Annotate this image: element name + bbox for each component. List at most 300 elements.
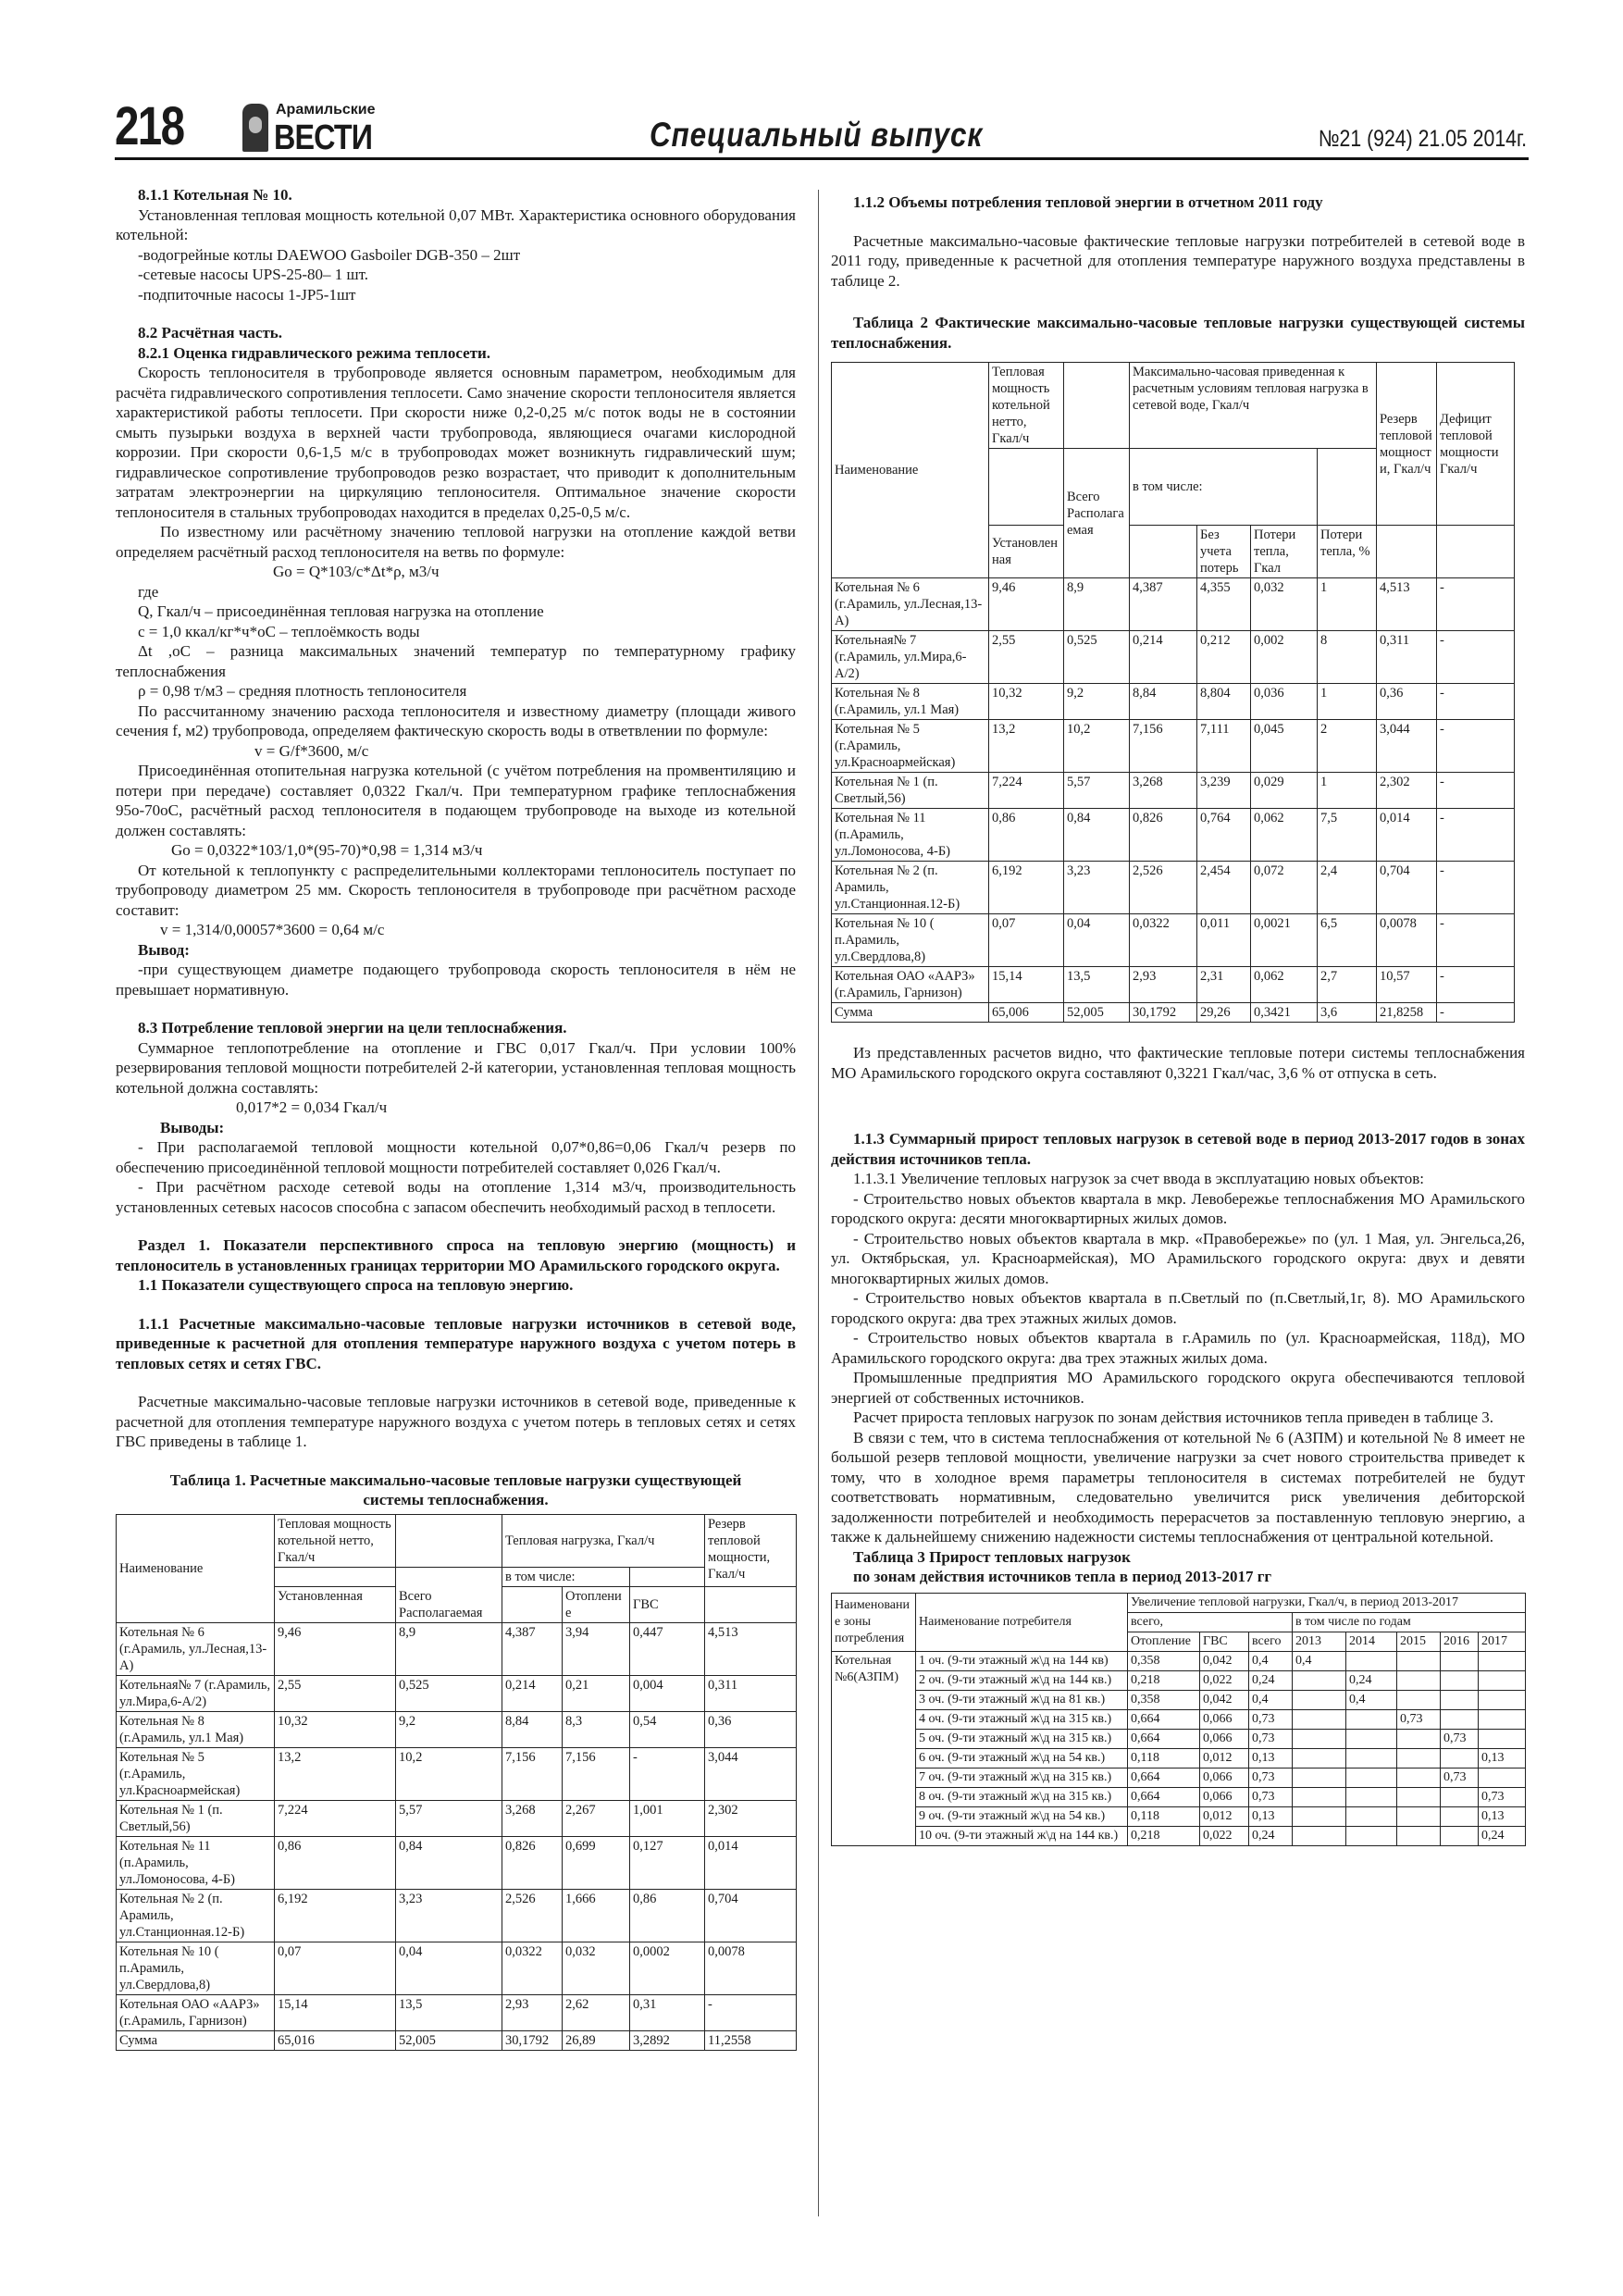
value-cell: 0,358 (1128, 1690, 1200, 1709)
table-row (832, 1670, 1526, 1690)
value-cell: - (705, 1994, 797, 2030)
paragraph: Присоединённая отопительная нагрузка котельной (с учётом потребления на промвентиляцию и потери при передаче) составляет 0,0322 Гкал/ч. При температурном графике теплоснабжения 95о-70оС, расчётный расход теплоносителя в подающем трубопроводе на выходе из котельной должен составлять: (116, 762, 796, 839)
header-year: 2016 (1441, 1632, 1479, 1651)
consumer-cell: 4 оч. (9-ти этажный ж\д на 315 кв.) (916, 1709, 1128, 1729)
value-cell: 0,73 (1249, 1709, 1293, 1729)
value-cell (1479, 1651, 1526, 1670)
logo-big-text: ВЕСТИ (274, 118, 373, 157)
value-cell: 0,029 (1251, 773, 1318, 809)
section-heading: 8.2.1 Оценка гидравлического режима теплосети. (138, 343, 491, 362)
value-cell: 8 (1318, 631, 1377, 684)
value-cell (1397, 1670, 1441, 1690)
value-cell: 0,826 (502, 1836, 563, 1889)
table-caption: Таблица 3 Прирост тепловых нагрузок (853, 1547, 1131, 1566)
value-cell (1479, 1709, 1526, 1729)
header-divider (115, 157, 1529, 160)
value-cell: 4,387 (1130, 578, 1197, 631)
header-power: Тепловая мощность котельной нетто, Гкал/ч (275, 1514, 396, 1567)
table-row (832, 773, 1515, 809)
left-column (116, 185, 796, 2051)
value-cell: 2,93 (1130, 967, 1197, 1003)
paragraph: Суммарное теплопотребление на отопление и ГВС 0,017 Гкал/ч. При условии 100% резервирования тепловой мощности потребителей 2-й категории, установленная тепловая мощность котельной должна составлять: (116, 1038, 796, 1097)
header-blank (396, 1514, 502, 1567)
zone-cell: Котельная №6(АЗПМ) (832, 1651, 916, 1845)
value-cell: 3,94 (563, 1622, 630, 1675)
header-heating: Отопление (1128, 1632, 1200, 1651)
header-total: Всего Располагаемая (396, 1567, 502, 1622)
value-cell (1346, 1709, 1397, 1729)
value-cell: 0,214 (502, 1675, 563, 1711)
row-name-cell: Котельная № 8 (г.Арамиль, ул.1 Мая) (117, 1711, 275, 1747)
consumer-cell: 10 оч. (9-ти этажный ж\д на 144 кв.) (916, 1826, 1128, 1845)
value-cell (1346, 1806, 1397, 1826)
value-cell (1397, 1806, 1441, 1826)
value-cell: 5,57 (1064, 773, 1130, 809)
value-cell: 0,045 (1251, 720, 1318, 773)
value-cell: 2,267 (563, 1800, 630, 1836)
table-row (832, 1806, 1526, 1826)
table-row (832, 1826, 1526, 1845)
value-cell (1346, 1787, 1397, 1806)
row-name-cell: Котельная № 1 (п. Светлый,56) (117, 1800, 275, 1836)
header-total: Всего Располагаемая (1064, 449, 1130, 578)
header-reserve: Резерв тепловой мощности, Гкал/ч (1377, 363, 1437, 526)
value-cell: 0,0078 (705, 1942, 797, 1994)
value-cell (1441, 1670, 1479, 1690)
row-name-cell: Сумма (832, 1003, 989, 1023)
value-cell (1479, 1690, 1526, 1709)
value-cell: 9,46 (989, 578, 1064, 631)
value-cell: 2,526 (502, 1889, 563, 1942)
page-number: 218 (115, 96, 184, 156)
row-name-cell: Котельная № 10 ( п.Арамиль, ул.Свердлова,8) (832, 914, 989, 967)
paragraph: - Строительство новых объектов квартала в мкр. «Правобережье» по (ул. 1 Мая, ул. Энгельса,26, ул. Октябрьская, ул. Красноармейская), МО Арамильского городского округа: двух и девяти многоквартирных жилых домов. (831, 1229, 1525, 1287)
value-cell: 0,13 (1479, 1748, 1526, 1768)
value-cell: 2,93 (502, 1994, 563, 2030)
value-cell: 30,1792 (502, 2030, 563, 2050)
value-cell: 4,513 (1377, 578, 1437, 631)
value-cell: 4,513 (705, 1622, 797, 1675)
header-blank (1437, 526, 1515, 578)
value-cell: 0,525 (1064, 631, 1130, 684)
value-cell: 15,14 (275, 1994, 396, 2030)
header-year: 2013 (1293, 1632, 1346, 1651)
row-name-cell: Котельная № 6 (г.Арамиль, ул.Лесная,13-А) (117, 1622, 275, 1675)
table-row (117, 1994, 797, 2030)
value-cell: 8,84 (502, 1711, 563, 1747)
section-heading: 1.1 Показатели существующего спроса на тепловую энергию. (138, 1276, 574, 1294)
value-cell: 0,24 (1479, 1826, 1526, 1845)
table-row (832, 1690, 1526, 1709)
value-cell: 0,24 (1249, 1670, 1293, 1690)
value-cell: 0,032 (1251, 578, 1318, 631)
value-cell: 1 (1318, 578, 1377, 631)
value-cell: 2,62 (563, 1994, 630, 2030)
value-cell (1293, 1690, 1346, 1709)
value-cell: 65,006 (989, 1003, 1064, 1023)
table-row (117, 1800, 797, 1836)
value-cell: 0,032 (563, 1942, 630, 1994)
value-cell: 0,36 (705, 1711, 797, 1747)
value-cell: 0,826 (1130, 809, 1197, 862)
paragraph: - Строительство новых объектов квартала в мкр. Левобережье теплоснабжения МО Арамильского городского округа: десяти многоквартирных жилых домов. (831, 1189, 1525, 1227)
value-cell: 65,016 (275, 2030, 396, 2050)
table-row (832, 1651, 1526, 1670)
value-cell: 2,31 (1197, 967, 1251, 1003)
consumer-cell: 1 оч. (9-ти этажный ж\д на 144 кв) (916, 1651, 1128, 1670)
value-cell: 1 (1318, 773, 1377, 809)
value-cell: 0,73 (1397, 1709, 1441, 1729)
value-cell: 7,156 (1130, 720, 1197, 773)
value-cell: 30,1792 (1130, 1003, 1197, 1023)
value-cell: 0,011 (1197, 914, 1251, 967)
table-caption: Таблица 2 Фактические максимально-часовые тепловые нагрузки существующей системы теплоснабжения. (831, 314, 1525, 352)
value-cell: 0,358 (1128, 1651, 1200, 1670)
value-cell: - (1437, 684, 1515, 720)
value-cell: 7,224 (989, 773, 1064, 809)
paragraph: -при существующем диаметре подающего трубопровода скорость теплоносителя в нём не превышает нормативную. (116, 961, 796, 999)
row-name-cell: Котельная№ 7 (г.Арамиль, ул.Мира,6-А/2) (117, 1675, 275, 1711)
value-cell: 0,24 (1346, 1670, 1397, 1690)
value-cell (1346, 1768, 1397, 1787)
value-cell: 13,2 (989, 720, 1064, 773)
issue-title: Специальный выпуск (650, 116, 984, 154)
value-cell (1293, 1787, 1346, 1806)
table-row (832, 967, 1515, 1003)
row-name-cell: Котельная № 11 (п.Арамиль, ул.Ломоносова, 4-Б) (117, 1836, 275, 1889)
value-cell: 0,447 (630, 1622, 705, 1675)
value-cell: 15,14 (989, 967, 1064, 1003)
value-cell: 0,012 (1200, 1806, 1249, 1826)
value-cell: 2 (1318, 720, 1377, 773)
table-caption: по зонам действия источников тепла в период 2013-2017 гг (853, 1568, 1272, 1585)
section-heading: Раздел 1. Показатели перспективного спроса на тепловую энергию (мощность) и теплоноситель в установленных границах территории МО Арамильского городского округа. (116, 1236, 796, 1274)
value-cell: 2,302 (705, 1800, 797, 1836)
value-cell: - (1437, 631, 1515, 684)
value-cell: 0,13 (1249, 1748, 1293, 1768)
value-cell: 0,73 (1249, 1787, 1293, 1806)
table-row (832, 1729, 1526, 1748)
list-item: -водогрейные котлы DAEWOO Gasboiler DGB-350 – 2шт (138, 245, 521, 264)
conclusion-heading: Выводы: (160, 1118, 225, 1136)
header-power: Тепловая мощность котельной нетто, Гкал/ч (989, 363, 1064, 449)
value-cell: 0,664 (1128, 1768, 1200, 1787)
table-row (117, 1747, 797, 1800)
value-cell: 10,32 (989, 684, 1064, 720)
value-cell: 0,036 (1251, 684, 1318, 720)
row-name-cell: Сумма (117, 2030, 275, 2050)
value-cell (1397, 1651, 1441, 1670)
value-cell: 10,57 (1377, 967, 1437, 1003)
value-cell (1346, 1826, 1397, 1845)
header-blank (705, 1586, 797, 1622)
header-blank (630, 1567, 705, 1586)
paragraph: В связи с тем, что в система теплоснабжения от котельной № 6 (АЗПМ) и котельной № 8 имеет не большой резерв тепловой мощности, увеличение нагрузки за счет нового строительства приведет к тому, что в холодное время параметры теплоносителя в системах потребителей не будут соответствовать нормативным, следовательно увеличится риск увеличения дебиторской задолженности потребителей и необходимость перерасчетов за поставленную тепловую энергию, а также к дальнейшему снижению надежности системы теплоснабжения от центральной котельной. (831, 1428, 1525, 1545)
value-cell (1293, 1806, 1346, 1826)
value-cell: 7,156 (563, 1747, 630, 1800)
value-cell: 3,23 (396, 1889, 502, 1942)
value-cell (1441, 1806, 1479, 1826)
value-cell: 7,224 (275, 1800, 396, 1836)
value-cell: 13,2 (275, 1747, 396, 1800)
coat-of-arms-icon (242, 104, 268, 152)
table-row (832, 914, 1515, 967)
value-cell: 2,7 (1318, 967, 1377, 1003)
section-heading: 1.1.1 Расчетные максимально-часовые тепловые нагрузки источников в сетевой воде, приведенные к расчетной для отопления температуре наружного воздуха с учетом потерь в тепловых сетях и сетях ГВС. (116, 1314, 796, 1372)
value-cell: 26,89 (563, 2030, 630, 2050)
value-cell: 0,014 (1377, 809, 1437, 862)
row-name-cell: Котельная ОАО «ААРЗ» (г.Арамиль, Гарнизон) (832, 967, 989, 1003)
value-cell (1397, 1690, 1441, 1709)
paragraph: - Строительство новых объектов квартала в г.Арамиль по (ул. Красноармейская, 118д), МО Арамильского городского округа: два трех этажных жилых дома. (831, 1329, 1525, 1367)
value-cell: 0,127 (630, 1836, 705, 1889)
value-cell: 0,525 (396, 1675, 502, 1711)
value-cell: - (1437, 809, 1515, 862)
value-cell: - (1437, 773, 1515, 809)
value-cell (1441, 1787, 1479, 1806)
value-cell: - (1437, 578, 1515, 631)
value-cell (1441, 1651, 1479, 1670)
value-cell: 0,214 (1130, 631, 1197, 684)
paragraph: Из представленных расчетов видно, что фактические тепловые потери системы теплоснабжения МО Арамильского городского округа составляют 0,3221 Гкал/час, 3,6 % от отпуска в сеть. (831, 1044, 1525, 1082)
value-cell: 8,9 (1064, 578, 1130, 631)
value-cell: - (1437, 720, 1515, 773)
header-installed: Установленная (275, 1586, 396, 1622)
value-cell: 7,156 (502, 1747, 563, 1800)
table-row (832, 684, 1515, 720)
consumer-cell: 6 оч. (9-ти этажный ж\д на 54 кв.) (916, 1748, 1128, 1768)
value-cell: 3,268 (1130, 773, 1197, 809)
value-cell: 3,239 (1197, 773, 1251, 809)
value-cell: 0,86 (630, 1889, 705, 1942)
value-cell (1397, 1729, 1441, 1748)
paragraph: - При расчётном расходе сетевой воды на отопление 1,314 м3/ч, производительность установленных сетевых насосов способна с запасом обеспечить необходимый расход в теплосети. (116, 1178, 796, 1216)
definition: c = 1,0 ккал/кг*ч*оС – теплоёмкость воды (138, 622, 420, 640)
value-cell: 0,002 (1251, 631, 1318, 684)
value-cell: 0,218 (1128, 1670, 1200, 1690)
row-name-cell: Котельная № 5 (г.Арамиль, ул.Красноармейская) (832, 720, 989, 773)
value-cell: 9,46 (275, 1622, 396, 1675)
header-blank (1130, 526, 1197, 578)
value-cell: 0,311 (705, 1675, 797, 1711)
value-cell: 13,5 (396, 1994, 502, 2030)
header-consumer: Наименование потребителя (916, 1593, 1128, 1651)
value-cell: - (1437, 914, 1515, 967)
value-cell: 0,764 (1197, 809, 1251, 862)
header-year: 2014 (1346, 1632, 1397, 1651)
value-cell: 0,0322 (502, 1942, 563, 1994)
value-cell: 4,355 (1197, 578, 1251, 631)
list-item: -сетевые насосы UPS-25-80– 1 шт. (138, 266, 369, 283)
value-cell: 0,86 (275, 1836, 396, 1889)
header-blank (989, 449, 1064, 526)
paragraph: Расчет прироста тепловых нагрузок по зонам действия источников тепла приведен в таблице 3. (853, 1409, 1493, 1426)
value-cell (1479, 1729, 1526, 1748)
value-cell: 9,2 (396, 1711, 502, 1747)
header-no-losses: Без учета потерь (1197, 526, 1251, 578)
value-cell: 0,21 (563, 1675, 630, 1711)
value-cell (1293, 1748, 1346, 1768)
formula: Go = Q*103/c*Δt*ρ, м3/ч (273, 563, 440, 580)
consumer-cell: 7 оч. (9-ти этажный ж\д на 315 кв.) (916, 1768, 1128, 1787)
value-cell: 1,666 (563, 1889, 630, 1942)
table-row (117, 2030, 797, 2050)
right-column (831, 185, 1525, 1846)
header-installed: Установленная (989, 526, 1064, 578)
table-row (832, 720, 1515, 773)
value-cell: 0,73 (1441, 1729, 1479, 1748)
value-cell: 6,5 (1318, 914, 1377, 967)
value-cell: 0,13 (1249, 1806, 1293, 1826)
list-item: -подпиточные насосы 1-JP5-1шт (138, 285, 356, 304)
value-cell: 0,13 (1479, 1806, 1526, 1826)
value-cell: 0,04 (396, 1942, 502, 1994)
value-cell (1346, 1729, 1397, 1748)
section-heading: 8.3 Потребление тепловой энергии на цели теплоснабжения. (138, 1019, 567, 1036)
value-cell (1293, 1826, 1346, 1845)
table-row (832, 809, 1515, 862)
header-name: Наименование (117, 1514, 275, 1622)
value-cell: 0,73 (1249, 1729, 1293, 1748)
header-load: Тепловая нагрузка, Гкал/ч (502, 1514, 705, 1567)
header-hws: ГВС (630, 1586, 705, 1622)
value-cell: 3,23 (1064, 862, 1130, 914)
value-cell: 0,218 (1128, 1826, 1200, 1845)
header-year: 2015 (1397, 1632, 1441, 1651)
value-cell: 10,32 (275, 1711, 396, 1747)
table-1 (116, 1514, 797, 2051)
table-row (832, 631, 1515, 684)
row-name-cell: Котельная № 5 (г.Арамиль, ул.Красноармейская) (117, 1747, 275, 1800)
paragraph: По известному или расчётному значению тепловой нагрузки на отопление каждой ветви определяем расчётный расход теплоносителя на ветвь по формуле: (116, 523, 796, 561)
value-cell: 0,704 (1377, 862, 1437, 914)
value-cell: 0,31 (630, 1994, 705, 2030)
header-deficit: Дефицит тепловой мощности Гкал/ч (1437, 363, 1515, 526)
value-cell: 0,73 (1249, 1768, 1293, 1787)
value-cell: 0,066 (1200, 1787, 1249, 1806)
value-cell: 4,387 (502, 1622, 563, 1675)
value-cell: - (1437, 967, 1515, 1003)
table-row (832, 1709, 1526, 1729)
header-blank (1064, 363, 1130, 449)
consumer-cell: 8 оч. (9-ти этажный ж\д на 315 кв.) (916, 1787, 1128, 1806)
value-cell: 10,2 (1064, 720, 1130, 773)
value-cell: 3,2892 (630, 2030, 705, 2050)
value-cell: 2,4 (1318, 862, 1377, 914)
value-cell: 0,118 (1128, 1806, 1200, 1826)
paragraph: От котельной к теплопункту с распределительными коллекторами теплоноситель поступает по трубопроводу диаметром 25 мм. Скорость теплоносителя в трубопроводе при расчётном расходе составит: (116, 861, 796, 919)
value-cell: 0,664 (1128, 1787, 1200, 1806)
value-cell: 0,54 (630, 1711, 705, 1747)
table-row (832, 1003, 1515, 1023)
value-cell: 0,042 (1200, 1651, 1249, 1670)
header-blank (1318, 449, 1377, 526)
paragraph: - При располагаемой тепловой мощности котельной 0,07*0,86=0,06 Гкал/ч резерв по обеспечению присоединённой тепловой мощности потребителей составляет 0,026 Гкал/ч. (116, 1138, 796, 1176)
table-caption: Таблица 1. Расчетные максимально-часовые тепловые нагрузки существующей системы теплоснабжения. (169, 1471, 742, 1508)
table-row (117, 1711, 797, 1747)
value-cell: - (1437, 862, 1515, 914)
header-including: в том числе: (1130, 449, 1318, 526)
value-cell (1479, 1768, 1526, 1787)
section-heading: 8.1.1 Котельная № 10. (138, 186, 292, 204)
value-cell: 13,5 (1064, 967, 1130, 1003)
value-cell: 6,192 (989, 862, 1064, 914)
paragraph: Промышленные предприятия МО Арамильского городского округа обеспечиваются тепловой энергией от собственных источников. (831, 1369, 1525, 1407)
value-cell: 8,9 (396, 1622, 502, 1675)
value-cell: 5,57 (396, 1800, 502, 1836)
row-name-cell: Котельная № 6 (г.Арамиль, ул.Лесная,13-А) (832, 578, 989, 631)
value-cell: 0,86 (989, 809, 1064, 862)
definition: ρ = 0,98 т/м3 – средняя плотность теплоносителя (138, 682, 467, 700)
header-blank (1377, 526, 1437, 578)
value-cell (1441, 1690, 1479, 1709)
table-row (832, 1748, 1526, 1768)
section-heading: 8.2 Расчётная часть. (138, 324, 283, 341)
table-row (117, 1889, 797, 1942)
value-cell: 3,268 (502, 1800, 563, 1836)
value-cell: 2,526 (1130, 862, 1197, 914)
value-cell (1441, 1826, 1479, 1845)
formula: Go = 0,0322*103/1,0*(95-70)*0,98 = 1,314 м3/ч (171, 841, 483, 859)
header-by-years: в том числе по годам (1293, 1612, 1526, 1632)
row-name-cell: Котельная № 1 (п. Светлый,56) (832, 773, 989, 809)
value-cell: 0,062 (1251, 967, 1318, 1003)
value-cell: 0,066 (1200, 1768, 1249, 1787)
paragraph: Скорость теплоносителя в трубопроводе является основным параметром, необходимым для расчёта гидравлического сопротивления теплосети. Само значение скорости теплоносителя является характеристикой работы теплосети. При скорости ниже 0,2-0,25 м/с поток воды не в состоянии смыть пузырьки воздуха в верхней части трубопровода, являющиеся очагами кислородной коррозии. При скорости 0,6-1,5 м/с в трубопроводах может возникнуть гидравлический шум; гидравлическое сопротивление трубопроводов резко возрастает, что приводит к дополнительным затратам электроэнергии на циркуляцию теплоносителя. Оптимальное значение скорости теплоносителя в стальных трубопроводах находится в пределах 0,25-0,5 м/с. (116, 364, 796, 521)
value-cell: 0,4 (1293, 1651, 1346, 1670)
header-reserve: Резерв тепловой мощности, Гкал/ч (705, 1514, 797, 1586)
value-cell: 6,192 (275, 1889, 396, 1942)
header-hws: ГВС (1200, 1632, 1249, 1651)
table-2 (831, 362, 1515, 1023)
value-cell: 0,042 (1200, 1690, 1249, 1709)
table-3 (831, 1593, 1526, 1846)
value-cell: 0,664 (1128, 1709, 1200, 1729)
value-cell (1346, 1651, 1397, 1670)
row-name-cell: Котельная№ 7 (г.Арамиль, ул.Мира,6-А/2) (832, 631, 989, 684)
value-cell: 0,212 (1197, 631, 1251, 684)
value-cell: 0,4 (1346, 1690, 1397, 1709)
value-cell (1293, 1729, 1346, 1748)
consumer-cell: 2 оч. (9-ти этажный ж\д на 144 кв.) (916, 1670, 1128, 1690)
table-row (832, 1787, 1526, 1806)
header-name: Наименование (832, 363, 989, 578)
value-cell (1293, 1709, 1346, 1729)
value-cell: 0,4 (1249, 1690, 1293, 1709)
header-including: в том числе: (502, 1567, 630, 1586)
value-cell: 0,84 (396, 1836, 502, 1889)
header-heating: Отопление (563, 1586, 630, 1622)
paragraph: - Строительство новых объектов квартала в п.Светлый по (п.Светлый,1г, 8). МО Арамильского городского округа: два трех этажных жилых домов. (831, 1289, 1525, 1327)
value-cell: 0,704 (705, 1889, 797, 1942)
value-cell: 0,014 (705, 1836, 797, 1889)
value-cell (1397, 1787, 1441, 1806)
value-cell (1397, 1826, 1441, 1845)
header-sum: всего (1249, 1632, 1293, 1651)
value-cell (1293, 1670, 1346, 1690)
value-cell (1441, 1709, 1479, 1729)
value-cell: 11,2558 (705, 2030, 797, 2050)
header-total: всего, (1128, 1612, 1293, 1632)
value-cell: 10,2 (396, 1747, 502, 1800)
value-cell: 8,84 (1130, 684, 1197, 720)
value-cell: 0,699 (563, 1836, 630, 1889)
formula: 0,017*2 = 0,034 Гкал/ч (236, 1098, 388, 1116)
value-cell: 29,26 (1197, 1003, 1251, 1023)
value-cell: 2,454 (1197, 862, 1251, 914)
value-cell: 0,062 (1251, 809, 1318, 862)
header-zone: Наименование зоны потребления (832, 1593, 916, 1651)
